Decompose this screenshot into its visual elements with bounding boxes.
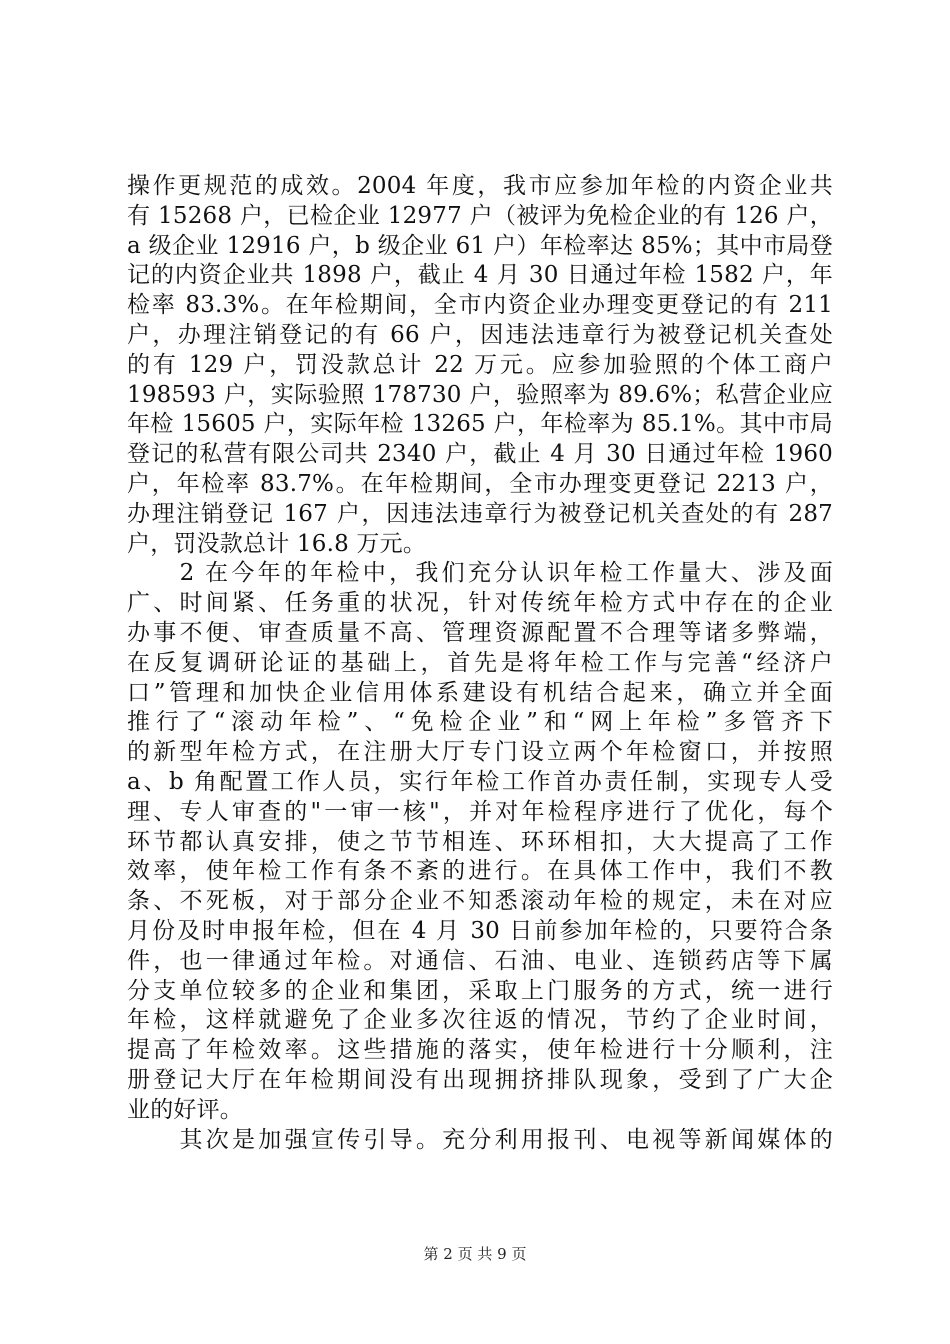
text-line: 口”管理和加快企业信用体系建设有机结合起来，确立并全面 — [127, 679, 833, 706]
text-line: 操作更规范的成效。2004 年度，我市应参加年检的内资企业共 — [127, 173, 833, 199]
document-body — [127, 172, 833, 1155]
text-line: 的新型年检方式，在注册大厅专门设立两个年检窗口，并按照 — [127, 739, 833, 766]
paragraph — [127, 1126, 833, 1156]
text-line: 条、不死板，对于部分企业不知悉滚动年检的规定，未在对应 — [127, 888, 833, 915]
text-line: 册登记大厅在年检期间没有出现拥挤排队现象，受到了广大企 — [127, 1066, 833, 1093]
text-line: 户，办理注销登记的有 66 户，因违法违章行为被登记机关查处 — [127, 321, 833, 348]
text-line: 有 15268 户，已检企业 12977 户（被评为免检企业的有 126 户， — [127, 202, 833, 229]
text-line: 登记的私营有限公司共 2340 户，截止 4 月 30 日通过年检 1960 — [127, 441, 833, 468]
text-line: 提高了年检效率。这些措施的落实，使年检进行十分顺利，注 — [127, 1037, 833, 1064]
text-line: 件，也一律通过年检。对通信、石油、电业、连锁药店等下属 — [127, 947, 833, 974]
text-line: 办理注销登记 167 户，因违法违章行为被登记机关查处的有 287 — [127, 500, 833, 527]
text-line: 环节都认真安排，使之节节相连、环环相扣，大大提高了工作 — [127, 828, 833, 855]
text-line: a 级企业 12916 户，b 级企业 61 户）年检率达 85%；其中市局登 — [127, 232, 833, 259]
text-line: 检率 83.3%。在年检期间，全市内资企业办理变更登记的有 211 — [127, 292, 833, 319]
text-line: 年检，这样就避免了企业多次往返的情况，节约了企业时间， — [127, 1007, 833, 1034]
text-line: 198593 户，实际验照 178730 户，验照率为 89.6%；私营企业应 — [127, 381, 833, 408]
text-line: 月份及时申报年检，但在 4 月 30 日前参加年检的，只要符合条 — [127, 917, 833, 944]
text-line: 推行了“滚动年检”、“免检企业”和“网上年检”多管齐下 — [127, 709, 833, 736]
text-line: 其次是加强宣传引导。充分利用报刊、电视等新闻媒体的 — [127, 1126, 833, 1153]
text-line: a、b 角配置工作人员，实行年检工作首办责任制，实现专人受 — [127, 768, 833, 795]
text-line: 分支单位较多的企业和集团，采取上门服务的方式，统一进行 — [127, 977, 833, 1004]
text-line: 理、专人审查的"一审一核"，并对年检程序进行了优化，每个 — [127, 798, 833, 825]
text-line: 记的内资企业共 1898 户，截止 4 月 30 日通过年检 1582 户，年 — [127, 262, 833, 289]
text-line: 年检 15605 户，实际年检 13265 户，年检率为 85.1%。其中市局 — [127, 411, 833, 438]
text-line: 在反复调研论证的基础上，首先是将年检工作与完善“经济户 — [127, 649, 833, 676]
text-line: 户，年检率 83.7%。在年检期间，全市办理变更登记 2213 户， — [127, 470, 833, 497]
text-line: 2 在今年的年检中，我们充分认识年检工作量大、涉及面 — [127, 560, 833, 587]
text-line: 办事不便、审查质量不高、管理资源配置不合理等诸多弊端， — [127, 619, 833, 646]
paragraph — [127, 172, 833, 559]
text-line: 业的好评。 — [127, 1096, 243, 1123]
text-line: 户，罚没款总计 16.8 万元。 — [127, 530, 427, 557]
text-line: 的有 129 户，罚没款总计 22 万元。应参加验照的个体工商户 — [127, 351, 833, 378]
page-number-footer: 第 2 页 共 9 页 — [423, 1245, 527, 1263]
text-line: 广、时间紧、任务重的状况，针对传统年检方式中存在的企业 — [127, 590, 833, 617]
text-line: 效率，使年检工作有条不紊的进行。在具体工作中，我们不教 — [127, 858, 833, 885]
paragraph — [127, 559, 833, 1125]
